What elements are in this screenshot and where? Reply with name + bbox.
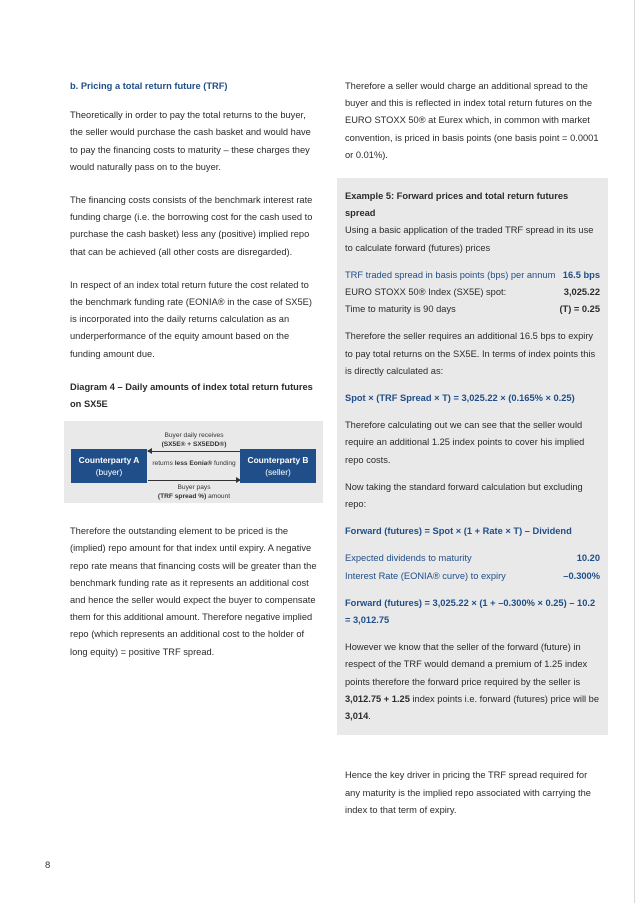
however-text-pre: However we know that the seller of the forward (future) in respect of the TRF would demand a premium of 1.25 index points therefore the forward price required by the seller is	[345, 642, 588, 687]
example-panel	[337, 178, 608, 735]
row-label: TRF traded spread in basis points (bps) per annum	[345, 269, 556, 280]
flow-amount-text: amount	[206, 493, 231, 501]
formula-forward-result: Forward (futures) = 3,025.22 × (1 + –0.300% × 0.25) – 10.2 = 3,012.75	[345, 597, 596, 626]
counterparty-b-role: (seller)	[265, 467, 291, 478]
formula-forward: Forward (futures) = Spot × (1 + Rate × T) – Dividend	[345, 526, 572, 537]
page-number: 8	[45, 860, 51, 871]
flow-buyer-receives-line2: (SX5E® + SX5EDD®)	[161, 441, 227, 449]
paragraph-key-driver: Hence the key driver in pricing the TRF spread required for any maturity is the implied repo associated with carrying the index to that term of expiry.	[345, 770, 591, 815]
row-value: 10.20	[576, 553, 600, 564]
example-title: Example 5: Forward prices and total return futures spread	[345, 191, 569, 219]
section-heading: b. Pricing a total return future (TRF)	[70, 81, 228, 91]
flow-buyer-pays-line2	[148, 492, 240, 501]
however-text-mid: index points i.e. forward (futures) price will be	[409, 693, 600, 704]
formula-spread-points: Spot × (TRF Spread × T) = 3,025.22 × (0.165% × 0.25)	[345, 393, 575, 404]
diagram-title: Diagram 4 – Daily amounts of index total return futures on SX5E	[70, 381, 313, 410]
flow-returns-less-eonia	[148, 459, 240, 468]
flow-returns-text: returns	[152, 460, 175, 468]
flow-buyer-pays	[148, 483, 240, 501]
counterparty-a-role: (buyer)	[95, 467, 123, 478]
flow-funding-text: funding	[212, 460, 236, 468]
example-row-interest	[345, 568, 600, 585]
however-text-end: .	[368, 711, 371, 722]
row-value: –0.300%	[563, 570, 600, 581]
row-label: Time to maturity is 90 days	[345, 304, 456, 315]
counterparty-a-name: Counterparty A	[78, 455, 140, 466]
flow-buyer-pays-line1: Buyer pays	[177, 484, 211, 492]
paragraph-additional-spread: Therefore a seller would charge an additional spread to the buyer and this is reflected in index total return futures on the EURO STOXX 50® at Eurex which, in common with market convention, is priced in basis points (one basis point = 0.0001 or 0.01%).	[345, 81, 599, 160]
row-label: EURO STOXX 50® Index (SX5E) spot:	[345, 287, 507, 298]
paragraph-calculating-out	[345, 417, 600, 469]
example-intro: Using a basic application of the traded TRF spread in its use to calculate forward (futures) prices	[345, 225, 594, 253]
row-value: 16.5 bps	[562, 269, 600, 280]
row-value: 3,025.22	[563, 287, 600, 298]
example-row-maturity	[345, 301, 600, 318]
however-text-bold2: 3,014	[345, 711, 369, 722]
counterparty-b-name: Counterparty B	[247, 455, 309, 466]
flow-trf-spread: (TRF spread %)	[157, 493, 207, 501]
paragraph-benchmark-funding: In respect of an index total return future the cost related to the benchmark funding rate (EONIA® in the case of SX5E) is incorporated into the daily returns calculation as an underperformance of the equity amount based on the funding amount due.	[70, 279, 312, 359]
left-column	[70, 78, 318, 677]
flow-buyer-receives	[148, 431, 240, 449]
right-column	[345, 78, 600, 819]
paragraph-financing-theory: Theoretically in order to pay the total returns to the buyer, the seller would purchase the cash basket and would have to pay the financing costs to maturity – these charges they would naturally pass on to the buyer.	[70, 110, 311, 172]
paragraph-seller-requires: Therefore the seller requires an additional 16.5 bps to expiry to pay total returns on the SX5E. In terms of index points this is directly calculated as:	[345, 331, 596, 376]
diagram-daily-amounts	[64, 421, 323, 503]
counterparty-a-box	[71, 449, 147, 483]
example-row-spot	[345, 284, 600, 301]
example-row-spread	[345, 267, 600, 284]
however-text-bold: 3,012.75 + 1.25	[345, 693, 410, 704]
row-value: (T) = 0.25	[559, 304, 600, 315]
paragraph-financing-costs: The financing costs consists of the benchmark interest rate funding charge (i.e. the borrowing cost for the cash used to purchase the cash basket) less any (positive) implied repo that can be achieved (all other costs are disregarded).	[70, 195, 313, 257]
paragraph-outstanding-element: Therefore the outstanding element to be priced is the (implied) repo amount for that index until expiry. A negative repo rate means that financing costs will be greater than the benchmark funding rate as it represents an additional cost and hence the seller would expect the buyer to compensate them for this additional amount. Therefore negative implied repo (which represents an additional cost to the holder of long equity) = positive TRF spread.	[70, 526, 317, 657]
row-label: Interest Rate (EONIA® curve) to expiry	[345, 570, 506, 581]
arrow-left-icon	[148, 451, 240, 452]
page-edge-rule	[634, 0, 635, 903]
paragraph-standard-forward: Now taking the standard forward calculation but excluding repo:	[345, 481, 583, 510]
calc-text-post: index points to cover his implied repo costs.	[345, 437, 585, 465]
paragraph-however	[345, 639, 600, 725]
calc-text-pre: Therefore calculating out we can see that the seller would require an additional	[345, 420, 583, 448]
flow-less-eonia: less Eonia®	[174, 460, 213, 468]
row-label: Expected dividends to maturity	[345, 553, 472, 564]
calc-text-bold: 1.25	[431, 437, 450, 448]
example-row-dividends	[345, 550, 600, 567]
flow-buyer-receives-line1: Buyer daily receives	[164, 432, 224, 440]
arrow-right-icon	[148, 480, 240, 481]
counterparty-b-box	[240, 449, 316, 483]
